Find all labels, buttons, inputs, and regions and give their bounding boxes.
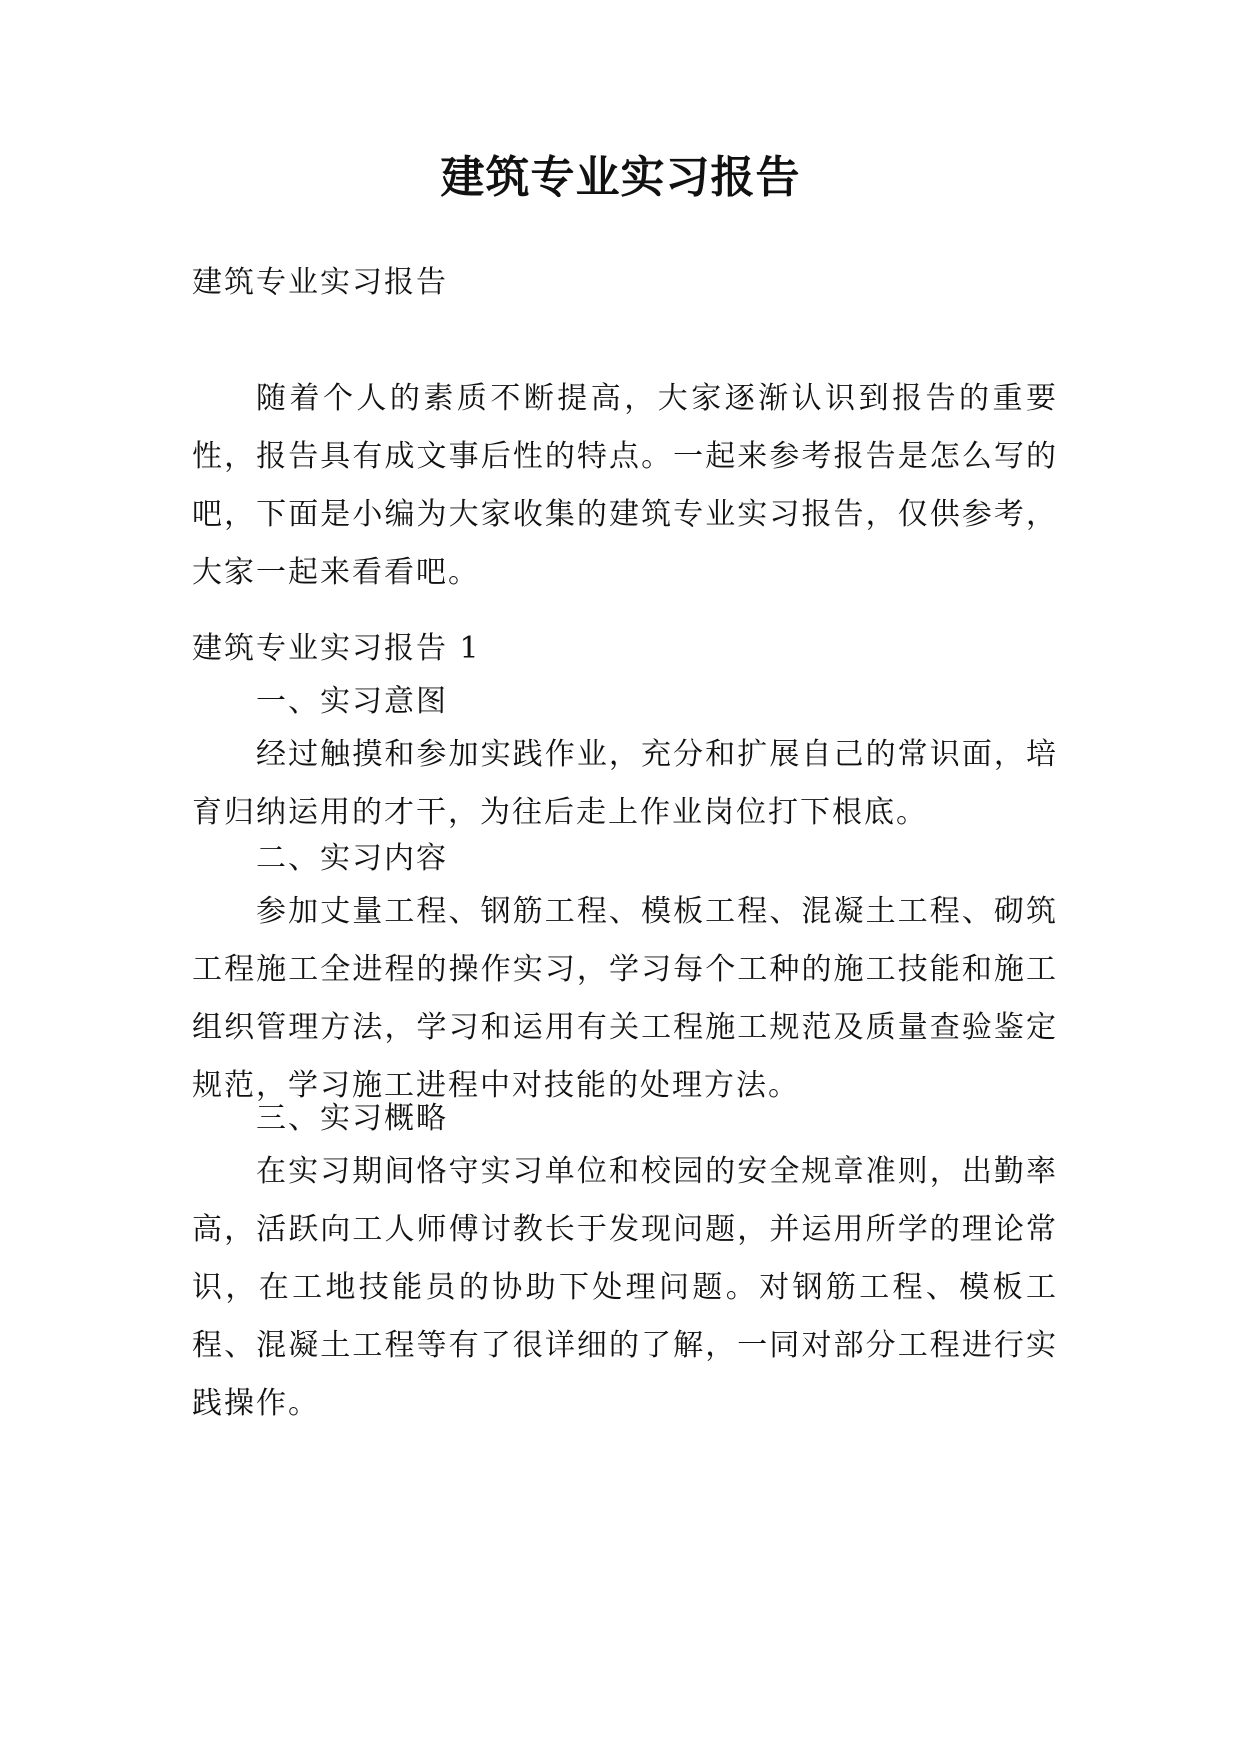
intro-paragraph: 随着个人的素质不断提高，大家逐渐认识到报告的重要性，报告具有成文事后性的特点。一起来参考报告是怎么写的吧，下面是小编为大家收集的建筑专业实习报告，仅供参考，大家一起来看看吧。 <box>192 381 1058 590</box>
document-subtitle: 建筑专业实习报告 <box>192 265 448 300</box>
item-text-content: 参加丈量工程、钢筋工程、模板工程、混凝土工程、砌筑工程施工全进程的操作实习，学习每个工种的施工技能和施工组织管理方法，学习和运用有关工程施工规范及质量查验鉴定规范，学习施工进程中对技能的处理方法。 <box>192 894 1058 1103</box>
document-title: 建筑专业实习报告 <box>440 152 801 203</box>
item-text-overview: 在实习期间恪守实习单位和校园的安全规章准则，出勤率高，活跃向工人师傅讨教长于发现问题，并运用所学的理论常识，在工地技能员的协助下处理问题。对钢筋工程、模板工程、混凝土工程等有了很详细的了解，一同对部分工程进行实践操作。 <box>192 1154 1058 1421</box>
section-heading: 建筑专业实习报告 1 <box>192 631 481 666</box>
item-heading-content: 二、实习内容 <box>256 841 448 876</box>
item-heading-overview: 三、实习概略 <box>256 1101 448 1136</box>
item-text-purpose: 经过触摸和参加实践作业，充分和扩展自己的常识面，培育归纳运用的才干，为往后走上作业岗位打下根底。 <box>192 737 1058 830</box>
item-heading-purpose: 一、实习意图 <box>256 684 448 719</box>
